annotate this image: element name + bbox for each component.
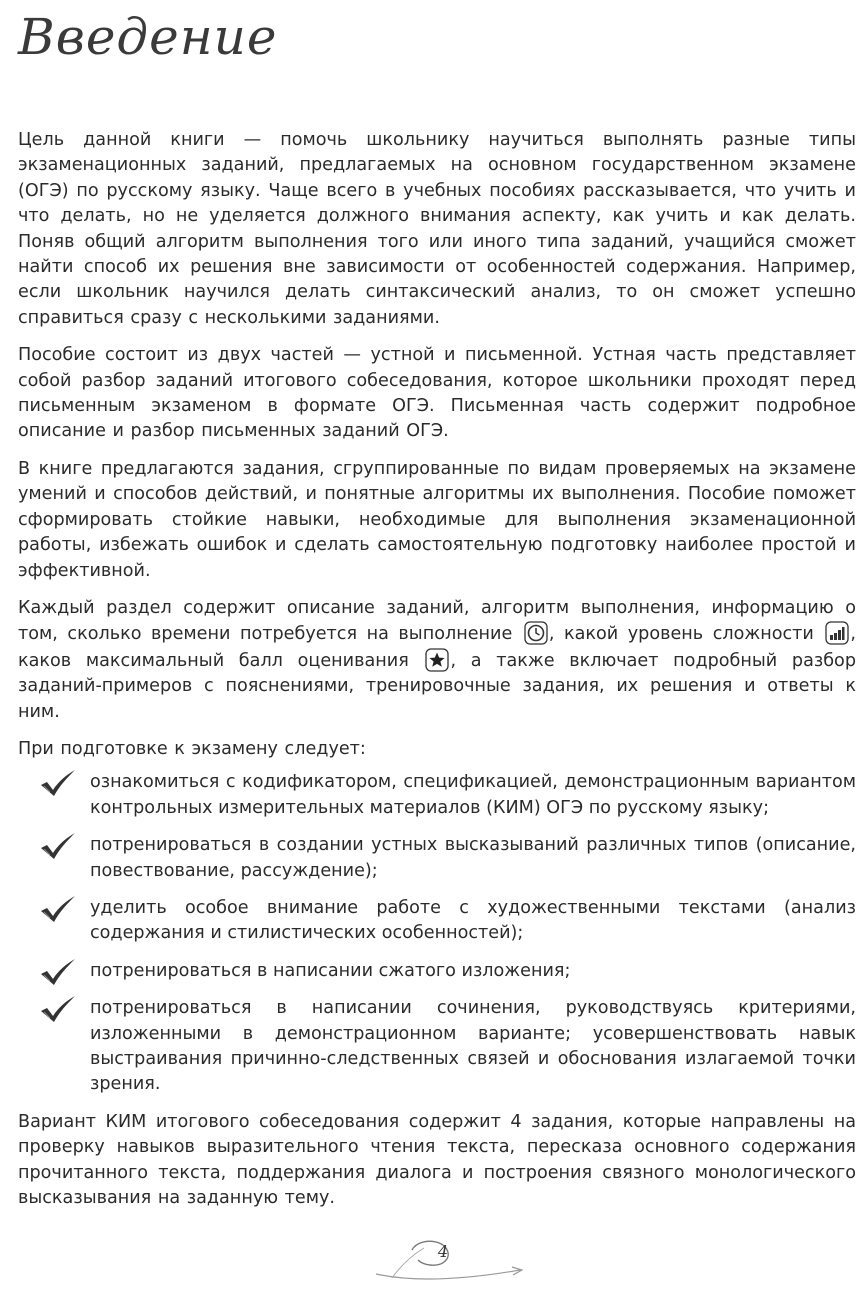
star-icon xyxy=(425,648,449,672)
bar-chart-icon xyxy=(825,621,849,645)
page-number: 4 xyxy=(437,1242,449,1261)
list-item: потренироваться в написании сочинения, руководствуясь критериями, изложенными в демонстрационном варианте; усовершенствовать навык выстраивания причинно-следственных связей и обоснования излагаемой точки зрения. xyxy=(18,996,856,1098)
sections-text-1: Каждый раздел содержит описание заданий, алгоритм выполнения, информацию о том, сколько времени потребуется на выполнение xyxy=(18,597,856,645)
paragraph-intro: Цель данной книги — помочь школьнику научиться выполнять разные типы экзаменационных заданий, предлагаемых на основном государственном экзамене (ОГЭ) по русскому языку. Чаще всего в учебных пособиях рассказывается, что учить и что делать, но не уделяется должного внимания аспекту, как учить и как делать. Поняв общий алгоритм выполнения того или иного типа заданий, учащийся сможет найти способ их решения вне зависимости от особенностей содержания. Например, если школьник научился делать синтаксический анализ, то он сможет успешно справиться сразу с несколькими заданиями. xyxy=(18,130,856,328)
list-item: ознакомиться с кодификатором, спецификацией, демонстрационным вариантом контрольных измерительных материалов (КИМ) ОГЭ по русскому языку; xyxy=(18,770,856,821)
checkmark-icon xyxy=(38,894,78,924)
checkmark-icon xyxy=(38,957,78,987)
checkmark-icon xyxy=(38,831,78,861)
list-item: потренироваться в написании сжатого изложения; xyxy=(18,959,856,984)
paragraph-kim: Вариант КИМ итогового собеседования содержит 4 задания, которые направлены на проверку навыков выразительного чтения текста, пересказа основного содержания прочитанного текста, поддержания диалога и построения связного монологического высказывания на заданную тему. xyxy=(18,1111,856,1209)
list-item: уделить особое внимание работе с художественными текстами (анализ содержания и стилистических особенностей); xyxy=(18,896,856,947)
checkmark-icon xyxy=(38,994,78,1024)
clock-icon xyxy=(524,621,548,645)
list-item: потренироваться в создании устных высказываний различных типов (описание, повествование, рассуждение); xyxy=(18,833,856,884)
paragraph-prep: При подготовке к экзамену следует: xyxy=(18,738,366,759)
page-title: Введение xyxy=(18,8,278,66)
sections-text-4: , а также включает подробный разбор заданий-примеров с пояснениями, тренировочные задания, их решения и ответы к ним. xyxy=(18,650,856,722)
main-text xyxy=(18,128,856,1223)
sections-text-2: , какой уровень сложности xyxy=(548,624,814,645)
paragraph-parts: Пособие состоит из двух частей — устной и письменной. Устная часть представляет собой разбор заданий итогового собеседования, которое школьники проходят перед письменным экзаменом в формате ОГЭ. Письменная часть содержит подробное описание и разбор письменных заданий ОГЭ. xyxy=(18,345,856,442)
sections-text-3: , каков максимальный балл оценивания xyxy=(18,624,856,671)
paragraph-tasks: В книге предлагаются задания, сгруппированные по видам проверяемых на экзамене умений и способов действий, и понятные алгоритмы их выполнения. Пособие поможет сформировать стойкие навыки, необходимые для выполнения экзаменационной работы, избежать ошибок и сделать самостоятельную подготовку наиболее простой и эффективной. xyxy=(18,458,856,581)
checkmark-icon xyxy=(38,768,78,798)
page-footer xyxy=(372,1234,532,1286)
prep-checklist xyxy=(18,770,856,1097)
paragraph-sections xyxy=(18,596,856,725)
